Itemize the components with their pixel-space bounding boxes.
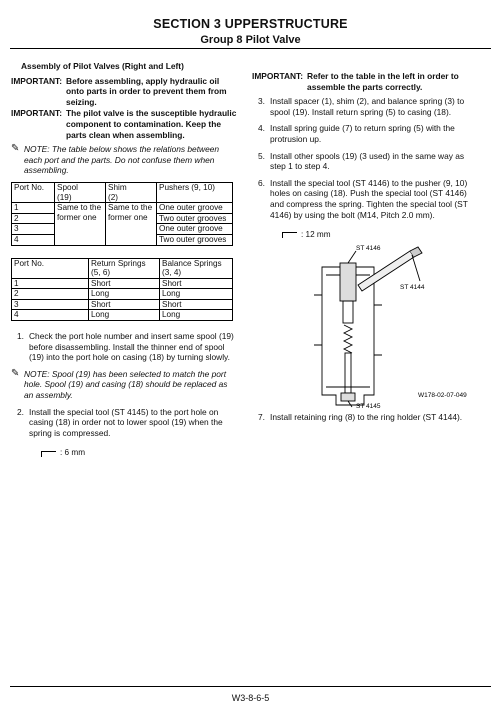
important-text: Before assembling, apply hydraulic oil onto parts in order to prevent them from seizing.: [66, 75, 227, 107]
table-cell: Short: [160, 299, 233, 310]
step-text: Check the port hole number and insert same spool (19) before disassembling. Install the thinner end of spool (19) into the port hole on casing (18) by turning slowly.: [29, 331, 234, 363]
label-st4146: ST 4146: [356, 245, 381, 252]
important-text: Refer to the table in the left in order to assemble the parts correctly.: [307, 71, 459, 92]
table-cell: Two outer grooves: [157, 213, 233, 224]
left-column: [11, 61, 239, 459]
important-3: [252, 71, 482, 92]
label-st4145: ST 4145: [356, 403, 381, 410]
header-rule: [10, 48, 491, 49]
step-1: [11, 331, 239, 363]
table-cell: Two outer grooves: [157, 234, 233, 245]
table-header: Return Springs (5, 6): [89, 258, 160, 278]
spring: [344, 325, 352, 353]
step-5: [252, 151, 482, 172]
spring-table: [11, 258, 233, 322]
step-number: 3.: [258, 96, 265, 107]
st4145-tool: [341, 393, 355, 401]
leader-line: [348, 401, 352, 407]
wrench-icon: [41, 451, 56, 457]
right-column-lower: [252, 412, 482, 423]
step-text: Install the special tool (ST 4145) to the port hole on casing (18) in order not to lower spool (19) when the spring is compressed.: [29, 406, 223, 438]
table-cell: One outer groove: [157, 224, 233, 235]
step-text: Install retaining ring (8) to the ring holder (ST 4144).: [270, 412, 463, 422]
step-text: Install spring guide (7) to return spring (5) with the protrusion up.: [270, 123, 455, 144]
table-cell: Same to the former one: [106, 203, 157, 245]
pencil-icon: ✎: [11, 143, 20, 155]
important-label: IMPORTANT:: [11, 75, 63, 86]
label-st4144: ST 4144: [400, 284, 425, 291]
step-text: Install spacer (1), shim (2), and balance spring (3) to spool (19). Install return spring (5) to casing (18).: [270, 96, 465, 117]
step-number: 7.: [258, 412, 265, 422]
page-number: W3-8-6-5: [231, 693, 270, 703]
step-number: 1.: [17, 331, 24, 342]
table-cell: Short: [160, 278, 233, 289]
casing-ports: [314, 295, 382, 355]
leader-line: [348, 251, 356, 263]
table-cell: 3: [12, 299, 89, 310]
note-label: NOTE:: [24, 368, 50, 379]
wrench-size-12mm: [282, 230, 482, 241]
wrench-icon: [282, 232, 297, 238]
group-title: Group 8 Pilot Valve: [200, 34, 301, 46]
figure-code: W178-02-07-049: [418, 392, 467, 399]
important-2: [11, 108, 239, 140]
table-cell: Long: [89, 289, 160, 300]
step-3: [252, 96, 482, 117]
table-cell: Long: [89, 310, 160, 321]
wrench-size-text: : 12 mm: [301, 230, 331, 240]
leader-line: [412, 255, 420, 281]
step-number: 4.: [258, 123, 265, 134]
table-header: Shim (2): [106, 182, 157, 202]
port-parts-table: [11, 182, 233, 246]
step-7: [252, 412, 482, 423]
note-text: Spool (19) has been selected to match the port hole. Spool (19) and casing (18) should be replaced as an assembly.: [24, 368, 228, 401]
table-cell: One outer groove: [157, 203, 233, 214]
step-number: 5.: [258, 150, 265, 161]
note-text: The table below shows the relations between each port and the parts. Do not confuse them when assembling.: [24, 144, 220, 176]
step-text: Install other spools (19) (3 used) in the same way as step 1 to step 4.: [270, 150, 465, 172]
table-cell: 4: [12, 310, 89, 321]
step-text: Install the special tool (ST 4146) to the pusher (9, 10) holes on casing (18). Push the special tool (ST 4146) and compress the spring. Tighten the special tool (ST 4146) by using the bolt (M14, Pitch 2.0 mm).: [270, 177, 468, 220]
right-column: [252, 70, 482, 241]
section-title: SECTION 3 UPPERSTRUCTURE: [153, 17, 348, 31]
note-2: [11, 369, 239, 401]
table-cell: Long: [160, 310, 233, 321]
table-cell: 4: [12, 234, 55, 245]
pencil-icon: ✎: [11, 367, 20, 379]
pilot-valve-figure: [300, 245, 490, 410]
table-header: Pushers (9, 10): [157, 182, 233, 202]
table-cell: 1: [12, 203, 55, 214]
step-2: [11, 407, 239, 439]
st4146-tool: [340, 263, 356, 301]
note-label: NOTE:: [24, 144, 50, 155]
table-cell: 1: [12, 278, 89, 289]
table-cell: 3: [12, 224, 55, 235]
pusher: [343, 301, 353, 323]
table-header: Port No.: [12, 258, 89, 278]
table-header: Balance Springs (3, 4): [160, 258, 233, 278]
table-cell: Long: [160, 289, 233, 300]
table-cell: 2: [12, 289, 89, 300]
important-label: IMPORTANT:: [252, 71, 304, 81]
table-header: Port No.: [12, 182, 55, 202]
step-4: [252, 123, 482, 144]
important-text: The pilot valve is the susceptible hydraulic component to contamination. Keep the parts clean when assembling.: [66, 108, 237, 140]
step-number: 6.: [258, 177, 265, 188]
important-label: IMPORTANT:: [11, 108, 63, 119]
subsection-title: Assembly of Pilot Valves (Right and Left): [21, 61, 184, 71]
wrench-size-text: : 6 mm: [60, 448, 86, 458]
table-header: Spool (19): [55, 182, 106, 202]
important-1: [11, 76, 239, 108]
table-cell: Same to the former one: [55, 203, 106, 245]
note-1: [11, 144, 239, 176]
wrench-size-6mm: [41, 448, 239, 459]
table-cell: 2: [12, 213, 55, 224]
table-cell: Short: [89, 278, 160, 289]
step-number: 2.: [17, 406, 24, 417]
table-cell: Short: [89, 299, 160, 310]
footer-rule: [10, 686, 491, 687]
step-6: [252, 178, 482, 220]
